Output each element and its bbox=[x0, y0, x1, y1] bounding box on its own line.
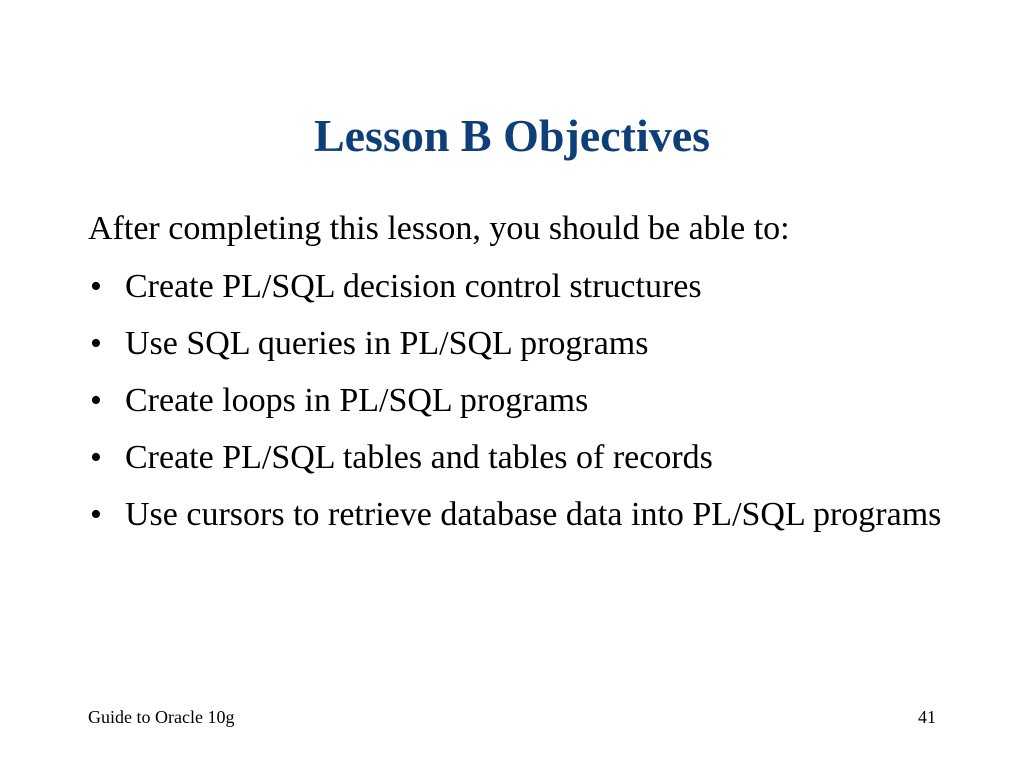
bullet-text: Create PL/SQL decision control structures bbox=[125, 268, 702, 305]
slide-body bbox=[88, 204, 948, 544]
list-item bbox=[88, 262, 948, 312]
bullet-text: Use SQL queries in PL/SQL programs bbox=[125, 325, 649, 362]
list-item bbox=[88, 376, 948, 426]
intro-text: After completing this lesson, you should be able to: bbox=[88, 210, 790, 247]
bullet-text: Create loops in PL/SQL programs bbox=[125, 382, 589, 419]
bullet-icon: • bbox=[90, 268, 102, 305]
bullet-text: Create PL/SQL tables and tables of records bbox=[125, 439, 713, 476]
bullet-icon: • bbox=[90, 496, 102, 533]
list-item bbox=[88, 433, 948, 483]
bullet-text: Use cursors to retrieve database data into PL/SQL programs bbox=[125, 496, 942, 533]
list-item bbox=[88, 490, 948, 537]
list-item bbox=[88, 319, 948, 369]
bullet-icon: • bbox=[90, 439, 102, 476]
slide-title: Lesson B Objectives bbox=[313, 110, 711, 161]
footer-course-title: Guide to Oracle 10g bbox=[88, 707, 235, 727]
bullet-icon: • bbox=[90, 382, 102, 419]
slide-number: 41 bbox=[918, 707, 936, 727]
bullet-icon: • bbox=[90, 325, 102, 362]
objectives-list bbox=[88, 262, 948, 537]
